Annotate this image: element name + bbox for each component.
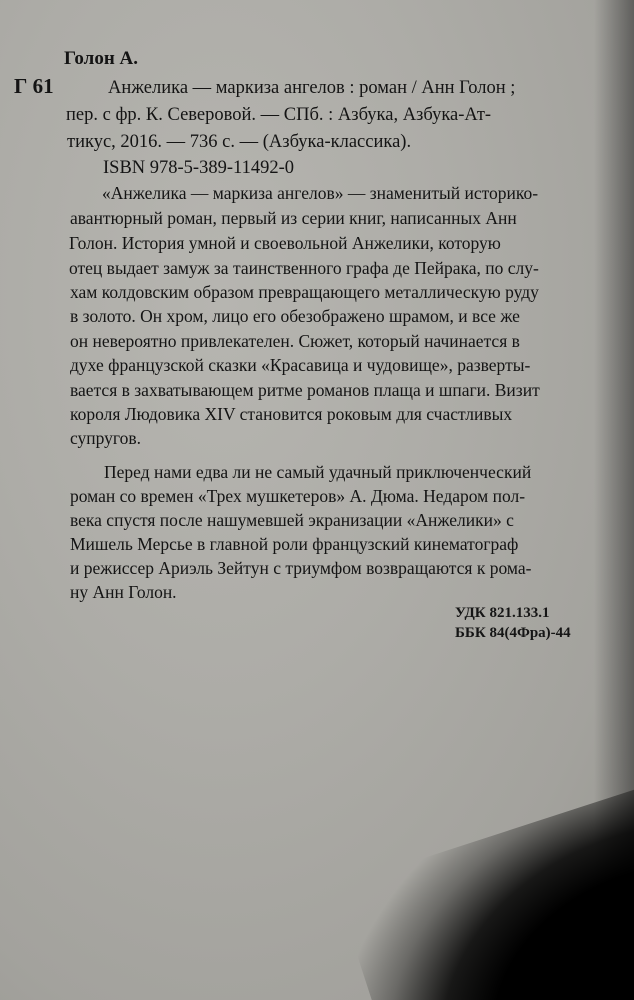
catalog-code: Г 61 [14, 74, 54, 98]
corner-shadow [335, 785, 634, 1000]
annotation-line: века спустя после нашумевшей экранизации «Анжелики» с [70, 510, 514, 530]
annotation-line: в золото. Он хром, лицо его обезображено шрамом, и все же [70, 306, 520, 326]
bibliographic-line: тикус, 2016. — 736 с. — (Азбука-классика). [67, 132, 412, 152]
annotation-line: ну Анн Голон. [70, 582, 177, 602]
annotation-line: супругов. [70, 428, 142, 448]
annotation-line: авантюрный роман, первый из серии книг, написанных Анн [70, 208, 517, 228]
isbn-line: ISBN 978-5-389-11492-0 [103, 158, 294, 178]
annotation-line: и режиссер Ариэль Зейтун с триумфом возвращаются к рома- [70, 558, 532, 578]
annotation-line: короля Людовика XIV становится роковым для счастливых [70, 404, 513, 424]
annotation-line: отец выдает замуж за таинственного графа де Пейрака, по слу- [69, 258, 539, 278]
annotation-line: «Анжелика — маркиза ангелов» — знаменитый историко- [102, 183, 539, 203]
annotation-line: Мишель Мерсье в главной роли французский кинематограф [70, 534, 519, 554]
annotation-line: Голон. История умной и своевольной Анжелики, которую [69, 233, 501, 253]
bibliographic-line: Анжелика — маркиза ангелов : роман / Анн Голон ; [108, 78, 516, 98]
annotation-line: он невероятно привлекателен. Сюжет, который начинается в [70, 331, 520, 351]
annotation-line: хам колдовским образом превращающего металлическую руду [70, 282, 539, 302]
annotation-line: духе французской сказки «Красавица и чудовище», разверты- [70, 355, 531, 375]
annotation-line: вается в захватывающем ритме романов плаща и шпаги. Визит [70, 380, 540, 400]
annotation-line: Перед нами едва ли не самый удачный приключенческий [104, 462, 532, 482]
bibliographic-line: пер. с фр. К. Северовой. — СПб. : Азбука, Азбука-Ат- [66, 105, 492, 125]
udk-code: УДК 821.133.1 [455, 605, 550, 621]
annotation-line: роман со времен «Трех мушкетеров» А. Дюма. Недаром пол- [70, 486, 526, 506]
author-name: Голон А. [64, 48, 138, 69]
bbk-code: ББК 84(4Фра)-44 [455, 625, 571, 641]
